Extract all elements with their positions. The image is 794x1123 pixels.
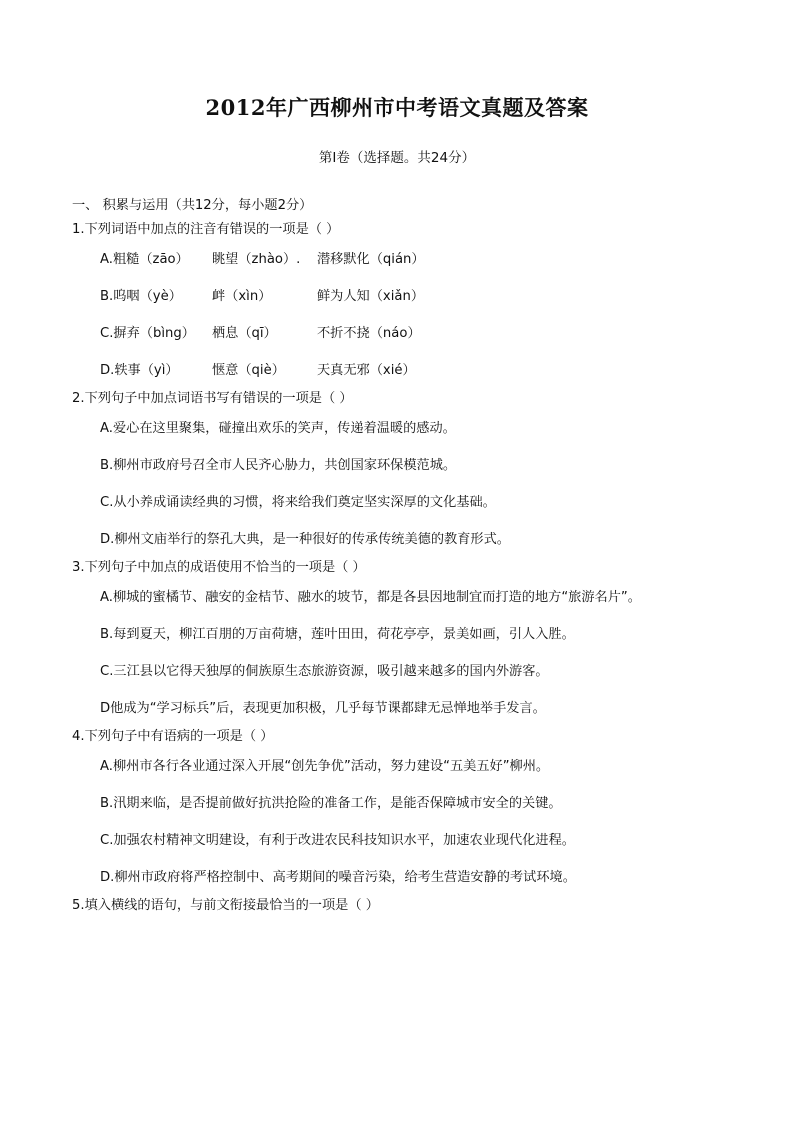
option-word: C.摒弃（bìng） <box>100 326 195 341</box>
option-word: 栖息（qī） <box>212 326 277 341</box>
question-2 <box>72 389 762 550</box>
question-stem: 4.下列句子中有语病的一项是（ ） <box>72 729 274 744</box>
option-word: B.呜咽（yè） <box>100 289 182 304</box>
option-word: 惬意（qiè） <box>212 363 285 378</box>
answer-option-b: B.柳州市政府号召全市人民齐心胁力，共创国家环保模范城。 <box>100 458 457 473</box>
question-5 <box>72 896 762 916</box>
question-3 <box>72 558 762 719</box>
answer-option-a: A.柳城的蜜橘节、融安的金桔节、融水的坡节，都是各县因地制宜而打造的地方“旅游名片”。 <box>100 590 641 605</box>
answer-option-d: D.柳州文庙举行的祭孔大典，是一种很好的传承传统美德的教育形式。 <box>100 532 510 547</box>
document-subtitle: 第Ⅰ卷（选择题。共24分） <box>318 150 476 166</box>
question-stem: 1.下列词语中加点的注音有错误的一项是（ ） <box>72 222 340 237</box>
section-heading: 一、 积累与运用（共12分，每小题2分） <box>72 198 313 213</box>
answer-option-b: B.每到夏天，柳江百朋的万亩荷塘，莲叶田田，荷花亭亭，景美如画，引人入胜。 <box>100 627 575 642</box>
question-1 <box>72 220 762 381</box>
option-row <box>72 361 762 381</box>
option-word: D.轶事（yì） <box>100 363 179 378</box>
option-word: 鲜为人知（xiǎn） <box>317 289 425 304</box>
answer-option-c: C.加强农村精神文明建设，有利于改进农民科技知识水平，加速农业现代化进程。 <box>100 833 575 848</box>
answer-option-d: D他成为“学习标兵”后，表现更加积极，几乎每节课都肆无忌惮地举手发言。 <box>100 701 546 716</box>
answer-option-c: C.三江县以它得天独厚的侗族原生态旅游资源，吸引越来越多的国内外游客。 <box>100 664 549 679</box>
answer-option-c: C.从小养成诵读经典的习惯，将来给我们奠定坚实深厚的文化基础。 <box>100 495 496 510</box>
option-row <box>72 324 762 344</box>
option-word: 眺望（zhào）. <box>212 252 301 267</box>
option-row <box>72 287 762 307</box>
document-body <box>72 196 762 926</box>
option-word: 天真无邪（xié） <box>317 363 416 378</box>
question-4 <box>72 727 762 888</box>
option-word: A.粗糙（zāo） <box>100 252 189 267</box>
answer-option-a: A.柳州市各行各业通过深入开展“创先争优”活动，努力建设“五美五好”柳州。 <box>100 759 550 774</box>
answer-option-d: D.柳州市政府将严格控制中、高考期间的噪音污染，给考生营造安静的考试环境。 <box>100 870 576 885</box>
answer-option-b: B.汛期来临，是否提前做好抗洪抢险的准备工作，是能否保障城市安全的关键。 <box>100 796 562 811</box>
option-row <box>72 250 762 270</box>
option-word: 不折不挠（náo） <box>317 326 421 341</box>
document-title: 2012年广西柳州市中考语文真题及答案 <box>205 95 589 120</box>
question-stem: 2.下列句子中加点词语书写有错误的一项是（ ） <box>72 391 353 406</box>
option-word: 潜移默化（qián） <box>317 252 425 267</box>
question-stem: 5.填入横线的语句，与前文衔接最恰当的一项是（ ） <box>72 898 379 913</box>
answer-option-a: A.爱心在这里聚集，碰撞出欢乐的笑声，传递着温暖的感动。 <box>100 421 456 436</box>
option-word: 衅（xìn） <box>212 289 272 304</box>
question-stem: 3.下列句子中加点的成语使用不恰当的一项是（ ） <box>72 560 366 575</box>
